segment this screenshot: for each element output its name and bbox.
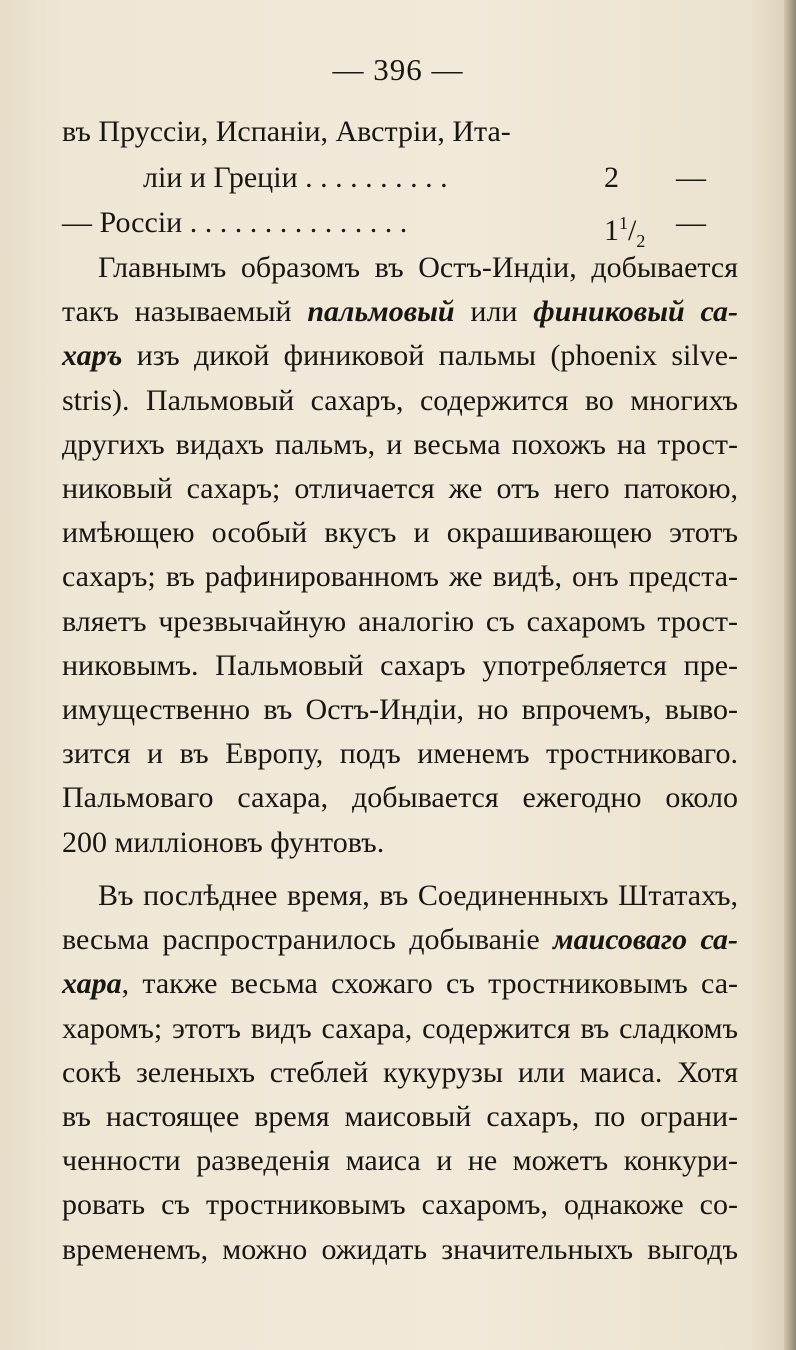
text-line: другихъ видахъ пальмъ, и весьма похожъ на трост- (62, 427, 738, 461)
text-line: сокѣ зеленыхъ стеблей кукурузы или маиса. Хотя (62, 1055, 738, 1089)
page-edge (784, 0, 796, 1350)
emphasis-term: хара (62, 967, 122, 1001)
text-line: Въ послѣднее время, въ Соединенныхъ Штатахъ, (98, 879, 738, 912)
table-row-label: ліи и Греціи . . . . . . . . . . (143, 161, 448, 194)
text-line: Пальмоваго сахара, добывается ежегодно около (62, 781, 738, 815)
page-number: — 396 — (332, 52, 464, 87)
table-row (62, 110, 511, 154)
table-row (62, 201, 407, 245)
text-line: весьма распространилось добываніе маисоваго са- (62, 923, 739, 957)
text-line: имущественно въ Остъ-Индіи, но впрочемъ, выво- (62, 693, 738, 726)
emphasis-term: харъ (62, 339, 123, 373)
text-line: 200 милліоновъ фунтовъ. (62, 825, 385, 859)
text-line: никовымъ. Пальмовый сахаръ употребляется пре- (62, 648, 738, 682)
table-row-fraction-value: $1^1/_2$ (604, 213, 646, 251)
emphasis-term: пальмовый (307, 295, 455, 329)
text-line: никовый сахаръ; отличается же отъ него патокою, (62, 472, 738, 505)
text-line: вляетъ чрезвычайную аналогію съ сахаромъ трост- (62, 604, 738, 638)
text-line: ровать съ тростниковымъ сахаромъ, однакоже со- (62, 1188, 738, 1222)
text-line: имѣющею особый вкусъ и окрашивающею этотъ (62, 516, 738, 550)
emphasis-term: маисоваго са- (553, 923, 739, 957)
table-row-label: — Россіи . . . . . . . . . . . . . . . (62, 206, 408, 239)
table-row-value: 2 (604, 161, 619, 194)
text-line: временемъ, можно ожидать значительныхъ выгодъ (62, 1232, 738, 1266)
table-row-dash: — (676, 206, 706, 239)
table-row-label: въ Пруссіи, Испаніи, Австріи, Ита- (62, 115, 511, 148)
emphasis-term: финиковый са- (533, 295, 738, 329)
text-line: зится и въ Европу, подъ именемъ тростниковаго. (62, 737, 738, 771)
text-line: харомъ; этотъ видъ сахара, содержится въ сладкомъ (62, 1011, 738, 1045)
text-line: хара, также весьма схожаго съ тростниковымъ са- (62, 967, 738, 1001)
text-line: Главнымъ образомъ въ Остъ-Индіи, добывается (98, 251, 738, 284)
text-line: такъ называемый пальмовый или финиковый са- (62, 295, 738, 329)
text-line: въ настоящее время маисовый сахаръ, по ограни- (62, 1100, 738, 1133)
text-line: ченности разведенія маиса и не можетъ конкури- (62, 1144, 738, 1178)
text-line: сахаръ; въ рафинированномъ же видѣ, онъ предста- (62, 560, 738, 594)
table-row-dash: — (676, 161, 706, 194)
table-row (143, 156, 448, 200)
text-line: харъ изъ дикой финиковой пальмы (phoenix silve- (62, 339, 738, 373)
text-line: stris). Пальмовый сахаръ, содержится во многихъ (62, 383, 738, 417)
